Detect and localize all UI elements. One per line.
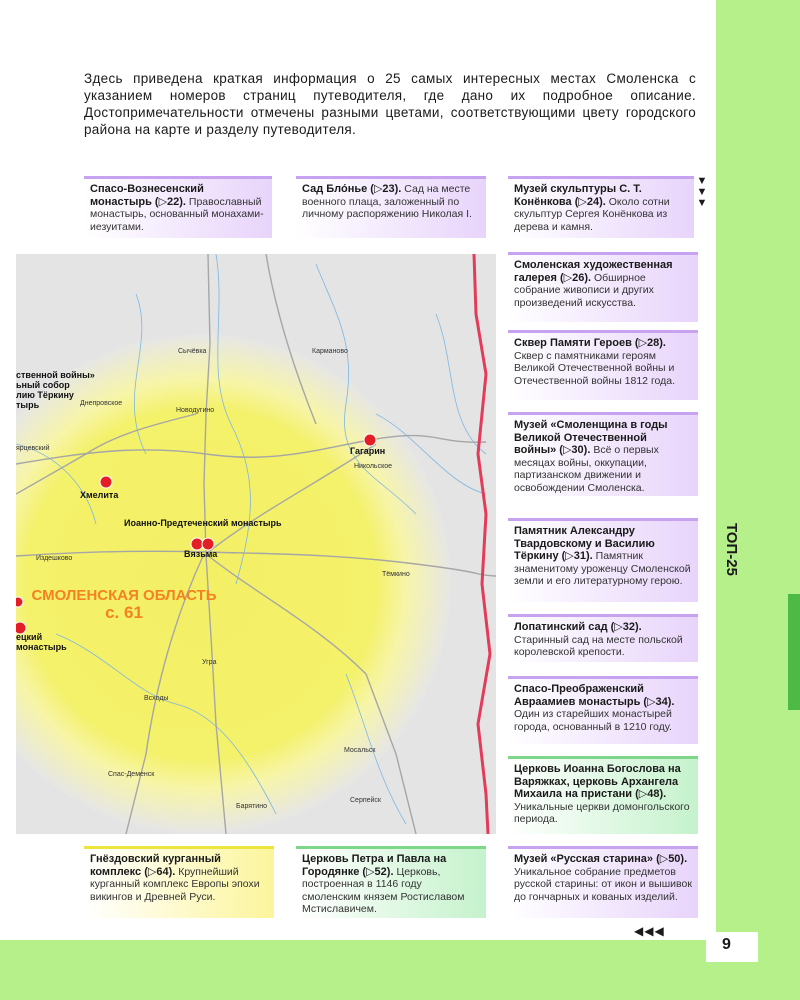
entry-spaso-voznesensky[interactable] (84, 176, 272, 238)
label-sychevka: Сычёвка (178, 348, 207, 355)
entry-desc: Православный монастырь, основанный монахами-иезуитами. (90, 195, 264, 233)
entry-desc: Сквер с памятниками героям Великой Отечественной войны и Отечественной войны 1812 года. (514, 349, 676, 387)
entry-title: Церковь Иоанна Богослова на Варяжках, церковь Архангела Михаила на пристани (▷48). (514, 763, 681, 800)
entry-title: Сад Бло́нье (▷23). (302, 183, 402, 195)
label-khmelita: Хмелита (80, 490, 119, 500)
entry-heroes-square[interactable] (508, 330, 698, 400)
page-number-box (706, 932, 758, 962)
label-partial-top-1: ственной войны» (16, 370, 95, 380)
entry-title: Смоленская художественная галерея (▷26). (514, 259, 673, 284)
label-monastery: Иоанно-Предтеченский монастырь (124, 518, 282, 528)
label-serpeysk: Серпейск (350, 797, 381, 804)
label-izdeshkovo: Издешково (36, 555, 73, 562)
entry-title: Музей скульптуры С. Т. Конёнкова (▷24). (514, 183, 642, 208)
entry-title: Музей «Смоленщина в годы Великой Отечественной войны» (▷30). (514, 419, 668, 456)
label-temkino: Тёмкино (382, 571, 410, 578)
label-partial-top-2: ьный собор (16, 380, 70, 390)
label-dneprovskoe: Днепровское (80, 400, 123, 407)
entry-title: Сквер Памяти Героев (▷28). (514, 337, 666, 349)
entry-peter-paul-church[interactable] (296, 846, 486, 918)
entry-title: Церковь Петра и Павла на Городянке (▷52). (302, 853, 447, 878)
label-novodugino: Новодугино (176, 407, 215, 414)
label-ugra: Угра (202, 659, 217, 666)
entry-desc: Обширное собрание живописи и других произведений искусства. (514, 271, 654, 309)
entry-title: Музей «Русская старина» (▷50). (514, 853, 688, 865)
label-partial-top-3: лию Тёркину (16, 390, 74, 400)
label-vskhody: Всходы (144, 695, 169, 702)
entry-gnezdovo-complex[interactable] (84, 846, 274, 918)
entry-desc: Сад на месте военного плаца, заложенный по личному распоряжению Николая I. (302, 183, 472, 220)
entry-title: Лопатинский сад (▷32). (514, 621, 642, 633)
map-svg (16, 254, 496, 834)
bottom-bar (0, 940, 716, 1000)
label-partial-top-4: тырь (16, 400, 40, 410)
entry-desc: Крупнейший курганный комплекс Европы эпохи викингов и Древней Руси. (90, 865, 260, 903)
entry-desc: Церковь, построенная в 1146 году смоленским князем Ростиславом Мстиславичем. (302, 865, 465, 915)
entry-art-gallery[interactable] (508, 252, 698, 322)
marker-left[interactable] (16, 597, 23, 607)
arrow-down-icon: ▼ (696, 186, 708, 198)
label-mosalsk: Мосальск (344, 747, 376, 754)
entry-desc: Около сотни скульптур Сергея Конёнкова из дерева и камня. (514, 195, 670, 233)
label-karmanovo: Кармановo (312, 348, 348, 355)
intro-paragraph: Здесь приведена краткая информация о 25 самых интересных местах Смоленска с указанием номеров страниц путеводителя, где дано их подробное описание. Достопримечательности отмечены разными цветами, соответствующими цвету городского района на карте и разделу путеводителя. (84, 71, 696, 137)
entry-russian-antiquity-museum[interactable] (508, 846, 698, 918)
entry-tvardovsky-monument[interactable] (508, 518, 698, 602)
entry-desc: Старинный сад на месте польской королевской крепости. (514, 633, 683, 658)
entry-konenkov-museum[interactable] (508, 176, 694, 238)
entry-desc: Уникальные церкви домонгольского периода. (514, 800, 690, 825)
entry-sad-blonie[interactable] (296, 176, 486, 238)
entry-desc: Один из старейших монастырей города, основанный в 1210 году. (514, 708, 672, 733)
label-partial-bottom-2: монастырь (16, 642, 67, 652)
entry-desc: Всё о первых месяцах войны, оккупации, партизанском движении и освобождении Смоленска. (514, 444, 659, 494)
label-nikolskoe: Никольское (354, 463, 393, 470)
marker-khmelita[interactable] (100, 476, 112, 488)
label-baryatino: Барятино (236, 803, 267, 810)
entry-title: Памятник Александру Твардовскому и Василию Тёркину (▷31). (514, 525, 655, 562)
prev-page-arrows[interactable]: ◀◀◀ (634, 924, 665, 938)
side-bar (716, 0, 800, 1000)
region-map[interactable] (16, 254, 496, 834)
label-left-edge: ярцевский (16, 445, 50, 452)
label-vyazma: Вязьма (184, 549, 218, 559)
entry-title: Гнёздовский курганный комплекс (▷64). (90, 853, 221, 878)
entry-title: Спасо-Преображенский Авраамиев монастырь (▷34). (514, 683, 675, 708)
marker-gagarin[interactable] (364, 434, 376, 446)
region-name: СМОЛЕНСКАЯ ОБЛАСТЬ (31, 587, 217, 604)
page-number: 9 (722, 936, 731, 953)
entry-desc: Уникальное собрание предметов русской старины: от икон и вышивок до гончарных и кованых изделий. (514, 865, 692, 903)
label-gagarin: Гагарин (350, 446, 386, 456)
entry-war-museum[interactable] (508, 412, 698, 496)
entry-title: Спасо-Вознесенский монастырь (▷22). (90, 183, 204, 208)
entry-desc: Памятник знаменитому уроженцу Смоленской земли и его литературному герою. (514, 550, 691, 587)
label-spas-demensk: Спас-Деменск (108, 771, 155, 778)
entry-lopatinsky-garden[interactable] (508, 614, 698, 662)
region-page: с. 61 (105, 603, 143, 622)
entry-avraamiev-monastery[interactable] (508, 676, 698, 744)
arrow-down-icon: ▼ (696, 175, 708, 187)
entry-varyazhki-churches[interactable] (508, 756, 698, 834)
down-arrows[interactable] (696, 176, 708, 209)
section-tab[interactable] (788, 594, 800, 710)
label-partial-bottom-1: ецкий (16, 632, 43, 642)
side-label: ТОП-25 (723, 523, 740, 576)
arrow-down-icon: ▼ (696, 197, 708, 209)
